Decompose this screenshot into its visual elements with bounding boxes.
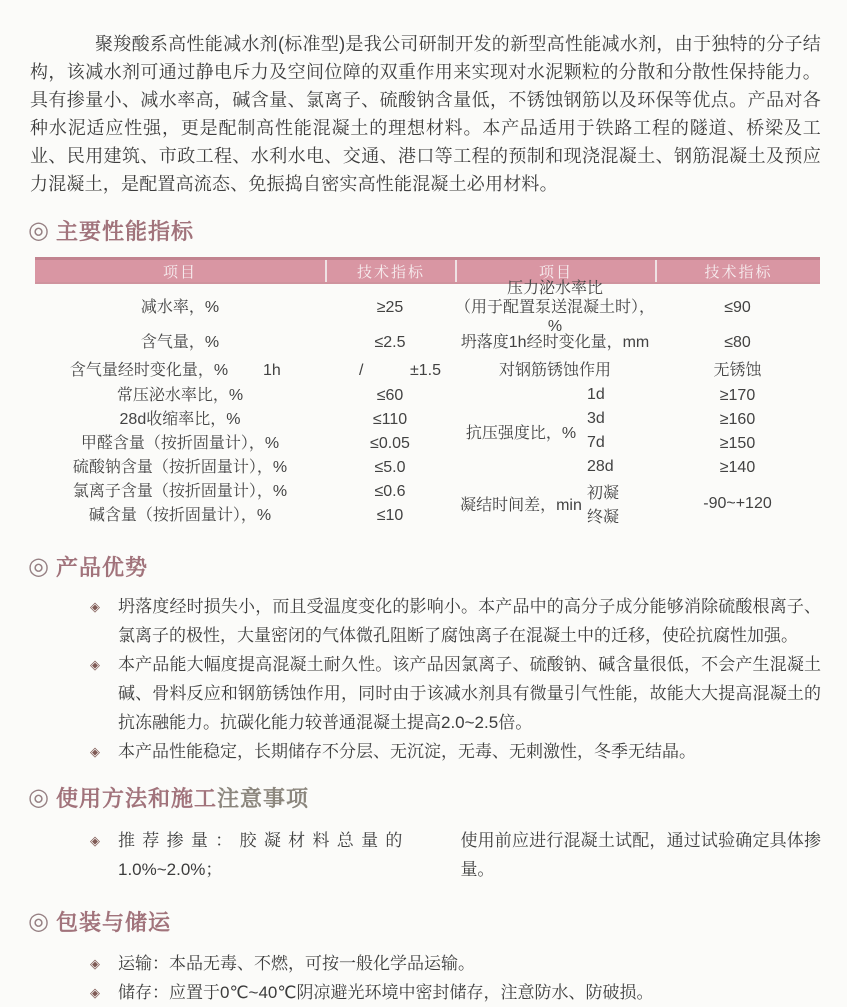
list-item: [90, 949, 821, 978]
table-cell-item: 坍落度1h经时变化量，mm: [460, 333, 650, 351]
list-item-text: 运输：本品无毒、不燃，可按一般化学品运输。: [118, 954, 475, 973]
table-cell-item-line2: （用于配置泵送混凝土时），%: [455, 298, 656, 335]
table-header-row: [35, 257, 820, 284]
double-circle-icon: ◎: [28, 216, 49, 244]
strength-age: 7d: [587, 434, 605, 451]
table-cell-value: ≥170: [719, 386, 756, 404]
section-heading-usage: [28, 782, 847, 813]
table-cell-value: ≤80: [724, 333, 751, 351]
table-cell-compressive-strength-group: [455, 383, 655, 479]
table-cell-value-air-change: [325, 357, 455, 383]
table-cell-value: ≥160: [719, 410, 756, 428]
table-cell-item: 28d收缩率比，%: [119, 410, 241, 428]
table-cell-item: 对钢筋锈蚀作用: [498, 361, 611, 379]
diamond-bullet-icon: ◈: [90, 657, 100, 672]
table-cell-value: ≤5.0: [374, 458, 406, 476]
table-cell-value: ≤0.05: [370, 434, 410, 452]
table-cell-item-pressure-bleeding: [455, 279, 656, 335]
table-cell-item: 氯离子含量（按折固量计），%: [72, 482, 288, 500]
table-cell-value: 无锈蚀: [713, 361, 762, 379]
table-cell-value: -90~+120: [703, 494, 772, 512]
intro-paragraph: 聚羧酸系高性能减水剂(标准型)是我公司研制开发的新型高性能减水剂，由于独特的分子结构，该减水剂可通过静电斥力及空间位障的双重作用来实现对水泥颗粒的分散和分散性保持能力。具有掺量小、减水率高，碱含量、氯离子、硫酸钠含量低，不锈蚀钢筋以及环保等优点。产品对各种水泥适应性强，更是配制高性能混凝土的理想材料。本产品适用于铁路工程的隧道、桥梁及工业、民用建筑、市政工程、水利水电、交通、港口等工程的预制和现浇混凝土、钢筋混凝土及预应力混凝土，是配置高流态、免振捣自密实高性能混凝土必用材料。: [30, 34, 821, 194]
double-circle-icon: ◎: [28, 552, 49, 580]
section-title-main: 使用方法和施工: [55, 786, 217, 811]
table-cell-group-label: 抗压强度比，%: [465, 424, 577, 442]
strength-age: 28d: [587, 458, 614, 475]
list-item-text: 本产品性能稳定，长期储存不分层、无沉淀，无毒、无刺激性，冬季无结晶。: [118, 742, 696, 761]
table-cell-item: 减水率，%: [140, 298, 220, 316]
setting-initial: 初凝: [587, 484, 620, 502]
table-header-item-right: 项目: [455, 260, 655, 282]
list-item: [90, 592, 821, 650]
table-cell-subitem-1h: 1h: [263, 361, 281, 379]
strength-age: 3d: [587, 410, 605, 427]
table-cell-value: ≤0.6: [374, 482, 406, 500]
list-item-text: [118, 826, 821, 884]
table-cell-value: ≥25: [376, 298, 404, 316]
section-title: 包装与储运: [55, 910, 171, 935]
double-circle-icon: ◎: [28, 783, 49, 811]
table-cell-item-air-change: [35, 357, 325, 383]
table-cell-item: 含气量经时变化量，%: [69, 361, 229, 379]
diamond-bullet-icon: ◈: [90, 985, 100, 1000]
dosage-text: 推荐掺量：胶凝材料总量的1.0%~2.0%；: [118, 831, 403, 879]
list-item: [90, 650, 821, 737]
table-cell-value: ≤10: [376, 506, 404, 524]
table-cell-item: 碱含量（按折固量计），%: [88, 506, 272, 524]
table-cell-setting-time-group: [455, 479, 655, 527]
section-title-tail: 注意事项: [216, 786, 309, 811]
slash-separator: /: [359, 361, 364, 379]
table-body: [35, 279, 820, 527]
section-heading-packaging: [28, 906, 847, 937]
section-title: 主要性能指标: [55, 219, 194, 244]
diamond-bullet-icon: ◈: [90, 744, 100, 759]
list-item-text: 坍落度经时损失小，而且受温度变化的影响小。本产品中的高分子成分能够消除硫酸根离子、氯离子的极性，大量密闭的气体微孔阻断了腐蚀离子在混凝土中的迁移，使砼抗腐性加强。: [118, 597, 821, 645]
table-cell-value: ±1.5: [409, 361, 441, 379]
table-header-spec-right: 技术指标: [655, 260, 820, 282]
double-circle-icon: ◎: [28, 907, 49, 935]
list-item: [90, 978, 821, 1007]
advantages-list: [90, 592, 821, 766]
table-cell-value: ≤110: [372, 410, 408, 428]
usage-list: [90, 826, 821, 884]
list-item: [90, 826, 821, 884]
performance-table: [35, 257, 820, 527]
section-title: 产品优势: [55, 555, 148, 580]
table-cell-item-line1: 压力泌水率比: [506, 279, 603, 297]
setting-subcolumn: [587, 479, 655, 527]
table-cell-value: ≥140: [719, 458, 756, 476]
table-cell-item: 硫酸钠含量（按折固量计），%: [72, 458, 288, 476]
table-cell-group-label: 凝结时间差，min: [460, 496, 582, 514]
diamond-bullet-icon: ◈: [90, 599, 100, 614]
diamond-bullet-icon: ◈: [90, 956, 100, 971]
table-cell-value: ≤60: [376, 386, 404, 404]
table-cell-value: ≤90: [724, 298, 751, 316]
packaging-list: [90, 949, 821, 1007]
section-heading-advantages: [28, 551, 847, 582]
strength-age-subcolumn: [587, 383, 655, 479]
list-item-text: 本产品能大幅度提高混凝土耐久性。该产品因氯离子、硫酸钠、碱含量很低，不会产生混凝土碱、骨料反应和钢筋锈蚀作用，同时由于该减水剂具有微量引气性能，故能大大提高混凝土的抗冻融能力。抗碳化能力较普通混凝土提高2.0~2.5倍。: [118, 655, 821, 732]
table-header-spec-left: 技术指标: [325, 260, 455, 282]
trial-mix-note: 使用前应进行混凝土试配，通过试验确定具体掺量。: [460, 831, 821, 879]
table-cell-value: ≥150: [719, 434, 756, 452]
table-header-item-left: 项目: [162, 263, 197, 281]
setting-final: 终凝: [587, 508, 620, 526]
table-cell-item: 甲醛含量（按折固量计），%: [80, 434, 280, 452]
list-item-text: 储存：应置于0℃~40℃阴凉避光环境中密封储存，注意防水、防破损。: [118, 983, 654, 1002]
strength-age: 1d: [587, 386, 605, 403]
diamond-bullet-icon: ◈: [90, 833, 100, 848]
section-heading-performance: [28, 215, 847, 246]
list-item: [90, 737, 821, 766]
table-cell-item: 常压泌水率比，%: [116, 386, 244, 404]
table-cell-value: ≤2.5: [374, 333, 406, 351]
table-cell-item: 含气量，%: [140, 333, 220, 351]
